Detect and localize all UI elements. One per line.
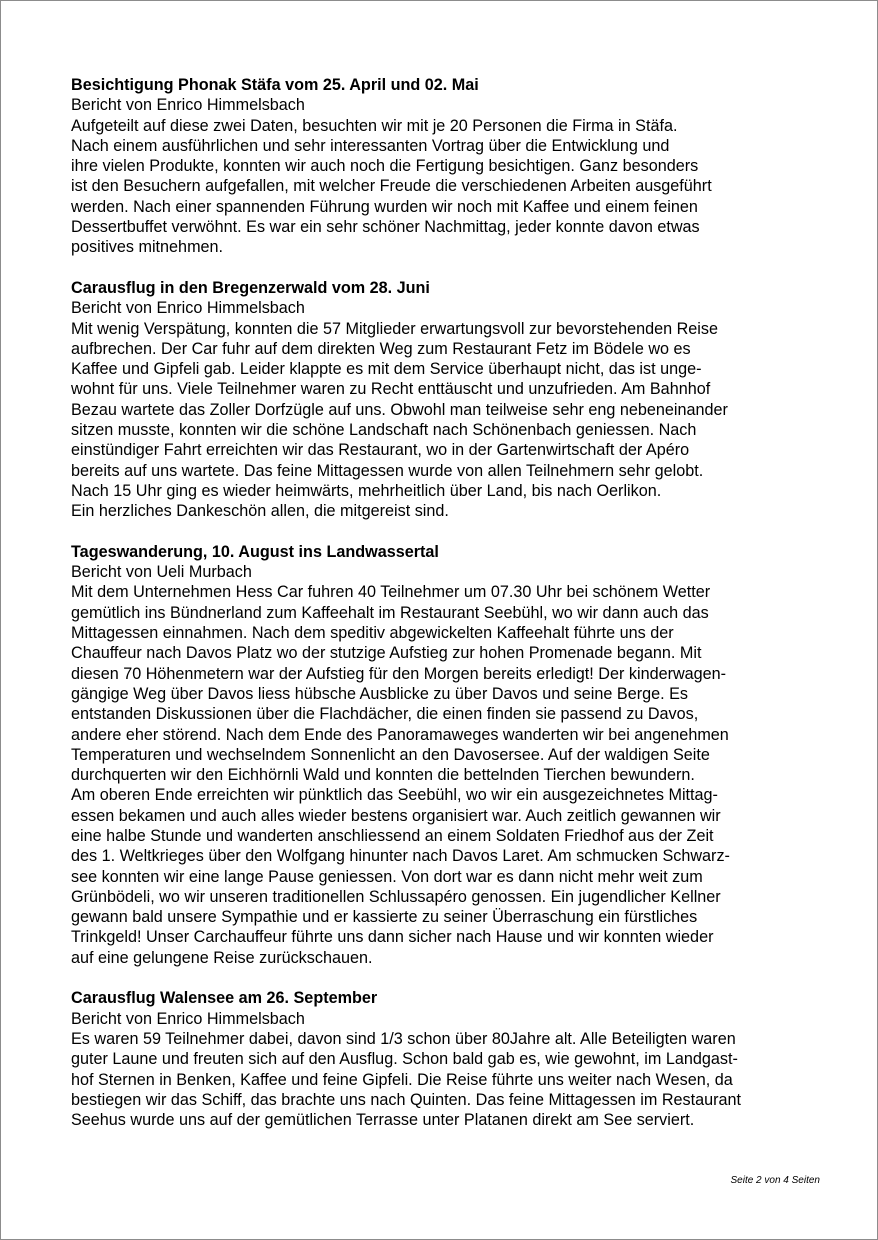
article-author: Bericht von Enrico Himmelsbach	[71, 299, 305, 318]
article-text-line: sitzen musste, konnten wir die schöne Landschaft nach Schönenbach geniessen. Nach	[71, 421, 697, 440]
article-author: Bericht von Enrico Himmelsbach	[71, 1009, 305, 1028]
article-text-line: aufbrechen. Der Car fuhr auf dem direkten Weg zum Restaurant Fetz im Bödele wo es	[71, 339, 691, 358]
article-text-line: Mit wenig Verspätung, konnten die 57 Mitglieder erwartungsvoll zur bevorstehenden Reise	[71, 319, 718, 338]
article-text-line: Seehus wurde uns auf der gemütlichen Terrasse unter Platanen direkt am See serviert.	[71, 1111, 695, 1130]
article-text-line: guter Laune und freuten sich auf den Ausflug. Schon bald gab es, wie gewohnt, im Landgast-	[71, 1050, 738, 1069]
article-text-line: bereits auf uns wartete. Das feine Mittagessen wurde von allen Teilnehmern sehr gelobt.	[71, 461, 704, 480]
article-title: Carausflug in den Bregenzerwald vom 28. Juni	[71, 278, 430, 297]
article-text-line: diesen 70 Höhenmetern war der Aufstieg für den Morgen bereits erledigt! Der kinderwagen-	[71, 664, 727, 683]
article-text-line: gängige Weg über Davos liess hübsche Ausblicke zu über Davos und seine Berge. Es	[71, 684, 688, 703]
article-section	[71, 988, 831, 1130]
article-text-line: Mittagessen einnahmen. Nach dem speditiv abgewickelten Kaffeehalt führte uns der	[71, 624, 674, 643]
article-text-line: Temperaturen und wechselndem Sonnenlicht an den Davosersee. Auf der waldigen Seite	[71, 745, 710, 764]
article-title: Tageswanderung, 10. August ins Landwassertal	[71, 542, 439, 561]
article-section	[71, 75, 831, 258]
article-text-line: Aufgeteilt auf diese zwei Daten, besuchten wir mit je 20 Personen die Firma in Stäfa.	[71, 116, 678, 135]
article-text-line: Grünbödeli, wo wir unseren traditionellen Schlussapéro genossen. Ein jugendlicher Kellner	[71, 887, 721, 906]
article-title: Carausflug Walensee am 26. September	[71, 989, 378, 1008]
article-text-line: wohnt für uns. Viele Teilnehmer waren zu Recht enttäuscht und unzufrieden. Am Bahnhof	[71, 380, 711, 399]
article-text-line: positives mitnehmen.	[71, 238, 224, 257]
article-section	[71, 278, 831, 522]
article-text-line: auf eine gelungene Reise zurückschauen.	[71, 948, 373, 967]
article-text-line: einstündiger Fahrt erreichten wir das Restaurant, wo in der Gartenwirtschaft der Apéro	[71, 441, 690, 460]
article-text-line: Chauffeur nach Davos Platz wo der stutzige Aufstieg zur hohen Promenade begann. Mit	[71, 644, 702, 663]
article-text-line: hof Sternen in Benken, Kaffee und feine Gipfeli. Die Reise führte uns weiter nach Wesen, da	[71, 1070, 733, 1089]
article-text-line: Bezau wartete das Zoller Dorfzügle auf uns. Obwohl man teilweise sehr eng nebeneinander	[71, 400, 728, 419]
article-text-line: andere eher störend. Nach dem Ende des Panoramaweges wanderten wir bei angenehmen	[71, 725, 729, 744]
article-text-line: ihre vielen Produkte, konnten wir auch noch die Fertigung besichtigen. Ganz besonders	[71, 157, 699, 176]
article-text-line: durchquerten wir den Eichhörnli Wald und konnten die bettelnden Tierchen bewundern.	[71, 766, 695, 785]
article-text-line: entstanden Diskussionen über die Flachdächer, die einen finden sie passend zu Davos,	[71, 705, 699, 724]
article-text-line: gemütlich ins Bündnerland zum Kaffeehalt im Restaurant Seebühl, wo wir dann auch das	[71, 603, 709, 622]
article-text-line: eine halbe Stunde und wanderten anschliessend an einem Soldaten Friedhof aus der Zeit	[71, 826, 714, 845]
article-author: Bericht von Enrico Himmelsbach	[71, 96, 305, 115]
article-text-line: Kaffee und Gipfeli gab. Leider klappte es mit dem Service überhaupt nicht, das ist unge-	[71, 360, 702, 379]
article-text-line: Am oberen Ende erreichten wir pünktlich das Seebühl, wo wir ein ausgezeichnetes Mittag-	[71, 786, 718, 805]
article-text-line: Mit dem Unternehmen Hess Car fuhren 40 Teilnehmer um 07.30 Uhr bei schönem Wetter	[71, 583, 711, 602]
article-text-line: ist den Besuchern aufgefallen, mit welcher Freude die verschiedenen Arbeiten ausgeführt	[71, 177, 712, 196]
article-text-line: see konnten wir eine lange Pause geniessen. Von dort war es dann nicht mehr weit zum	[71, 867, 703, 886]
page-content	[71, 75, 831, 1151]
article-text-line: des 1. Weltkrieges über den Wolfgang hinunter nach Davos Laret. Am schmucken Schwarz-	[71, 847, 730, 866]
page-number-footer: Seite 2 von 4 Seiten	[730, 1175, 820, 1186]
article-author: Bericht von Ueli Murbach	[71, 563, 252, 582]
article-text-line: Nach 15 Uhr ging es wieder heimwärts, mehrheitlich über Land, bis nach Oerlikon.	[71, 481, 662, 500]
article-title: Besichtigung Phonak Stäfa vom 25. April und 02. Mai	[71, 76, 479, 94]
article-text-line: Es waren 59 Teilnehmer dabei, davon sind 1/3 schon über 80Jahre alt. Alle Beteiligten waren	[71, 1029, 736, 1048]
article-text-line: Nach einem ausführlichen und sehr interessanten Vortrag über die Entwicklung und	[71, 136, 670, 155]
article-text-line: Dessertbuffet verwöhnt. Es war ein sehr schöner Nachmittag, jeder konnte davon etwas	[71, 218, 700, 237]
article-text-line: essen bekamen und auch alles wieder bestens organisiert war. Auch zeitlich gewannen wir	[71, 806, 721, 825]
article-text-line: werden. Nach einer spannenden Führung wurden wir noch mit Kaffee und einem feinen	[71, 197, 698, 216]
article-text-line: Ein herzliches Dankeschön allen, die mitgereist sind.	[71, 502, 449, 521]
article-text-line: Trinkgeld! Unser Carchauffeur führte uns dann sicher nach Hause und wir konnten wieder	[71, 928, 714, 947]
article-section	[71, 542, 831, 968]
article-text-line: gewann bald unsere Sympathie und er kassierte zu seiner Überraschung ein fürstliches	[71, 908, 698, 927]
article-text-line: bestiegen wir das Schiff, das brachte uns nach Quinten. Das feine Mittagessen im Restaurant	[71, 1090, 742, 1109]
